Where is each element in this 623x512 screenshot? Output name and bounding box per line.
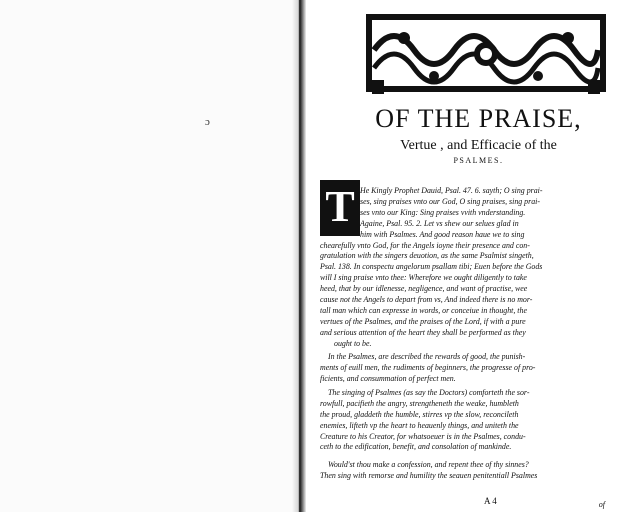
drop-cap-letter: T [325, 182, 355, 231]
page-title: OF THE PRAISE, [375, 104, 582, 133]
paragraph-2 [320, 352, 620, 385]
text-line: and serious attention of the heart they shall be performed as they [320, 327, 526, 337]
text-line: ments of euill men, the rudiments of beginners, the progresse of pro- [320, 362, 536, 372]
right-page [306, 0, 623, 512]
book-gutter [292, 0, 306, 512]
text-line: him with Psalmes. And good reason haue we to sing [360, 229, 525, 239]
text-line: He Kingly Prophet Dauid, Psal. 47. 6. sayth; O sing prai- [360, 186, 543, 195]
text-line: chearefully vnto God, for the Angels ioyne their presence and con- [320, 240, 530, 250]
text-line: Creature to his Creator, for whatsoeuer is in the Psalmes, condu- [320, 431, 526, 441]
text-line: The singing of Psalmes (as say the Doctors) comforteth the sor- [328, 388, 530, 397]
page-signature: A 4 [484, 496, 497, 506]
text-line: cause not the Angels to depart from vs, And indeed there is no mor- [320, 294, 533, 304]
text-line: heed, that by our idlenesse, negligence, and want of practise, wee [320, 284, 528, 294]
text-line: tall man which can expresse in words, or conceiue in thought, the [320, 305, 527, 315]
paragraph-1-body [320, 241, 620, 350]
catchword: of [598, 500, 605, 509]
paragraph-1-top [320, 182, 620, 240]
text-line: vertues of the Psalmes, and the praises of the Lord, if with a pure [320, 316, 526, 326]
page-subtitle-psalmes: PSALMES. [453, 156, 504, 165]
text-line: Then sing with remorse and humility the seauen penitentiall Psalmes [320, 470, 538, 480]
text-line: Would'st thou make a confession, and repent thee of thy sinnes? [328, 460, 529, 469]
text-line: enemies, lifteth vp the heart to heauenly things, and uniteth the [320, 420, 519, 430]
text-line: the proud, gladdeth the humble, stirres vp the slow, reconcileth [320, 409, 519, 419]
text-line: Againe, Psal. 95. 2. Let vs shew our selues glad in [360, 218, 519, 228]
paragraph-3 [320, 388, 620, 453]
text-line: ought to be. [334, 338, 372, 348]
text-line: ses vnto our King: Sing praises vvith vnderstanding. [360, 207, 526, 217]
text-line: ficients, and consummation of perfect men. [320, 373, 456, 383]
text-line: ses, sing praises vnto our God, O sing praises, sing prai- [360, 196, 540, 206]
text-line: rowfull, pacifieth the angry, strengtheneth the weake, humbleth [320, 398, 519, 408]
stray-mark: ɔ [205, 116, 210, 128]
ornamental-headpiece [364, 10, 608, 96]
text-line: gratulation with the singers deuotion, as the same Psalmist singeth, [320, 251, 534, 261]
paragraph-4 [320, 460, 620, 482]
text-line: In the Psalmes, are described the rewards of good, the punish- [328, 352, 526, 361]
page-subtitle: Vertue , and Efficacie of the [400, 138, 557, 153]
text-line: Psal. 138. In conspectu angelorum psallam tibi; Euen before the Gods [320, 262, 543, 272]
text-line: ceth to the edification, benefit, and consolation of mankinde. [320, 442, 512, 452]
text-line: will I sing praise vnto thee: Wherefore we ought diligently to take [320, 273, 527, 283]
left-page [0, 0, 292, 512]
